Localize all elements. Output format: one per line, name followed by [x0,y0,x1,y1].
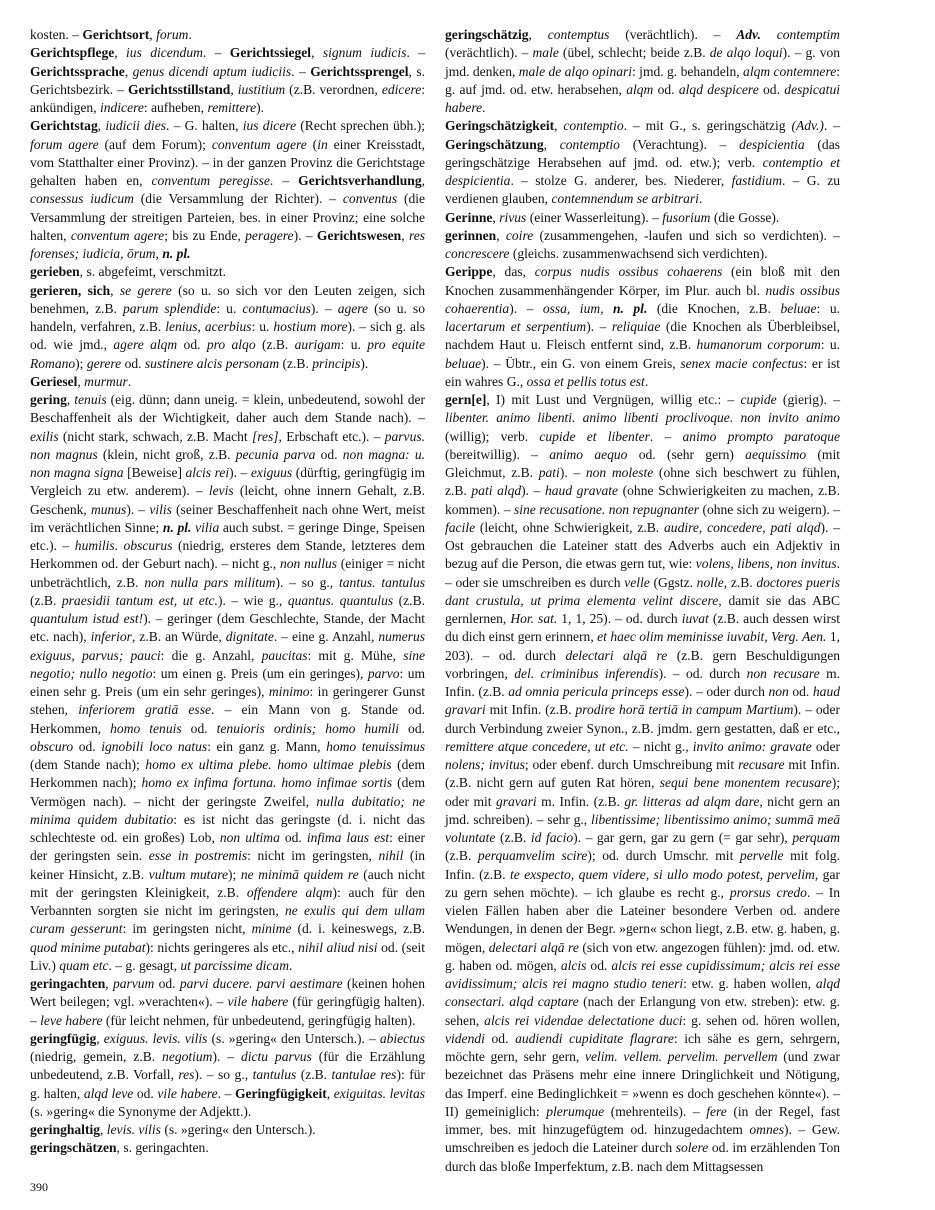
dictionary-entry: Geriesel, murmur. [30,373,132,389]
dictionary-entry: gerinnen, coire (zusammengehen, -laufen und sich so verdichten). – concrescere (gleichs. zusammenwachsend sich verdichten). [445,227,840,261]
dictionary-entry: geringhaltig, levis. vilis (s. »gering« den Untersch.). [30,1122,316,1137]
dictionary-entry: Gerichtstag, iudicii dies. – G. halten, ius dicere (Recht sprechen übh.); forum agere (auf dem Forum); conventum agere (in einer Kreisstadt, vom Statthalter einer Provinz). – in der ganzen Provinz die Gerichtstage gehalten haben en, conventum peregisse. – Gerichtsverhandlung, consessus iudicum (die Versammlung der Richter). – conventus (die Versammlung der streitigen Parteien, bes. in einer Provinz; eine solche halten, conventum agere; bis zu Ende, peragere). – Gerichtswesen, res forenses; iudicia, ōrum, n. pl. [30,118,426,261]
dictionary-entry: Gerichtspflege, ius dicendum. – Gerichtssiegel, signum iudicis. – Gerichtssprache, genus dicendi aptum iudiciis. – Gerichtssprengel, s. Gerichtsbezirk. – Gerichtsstillstand, iustitium (z.B. verordnen, edicere: ankündigen, indicere: aufheben, remittere). [30,45,426,115]
dictionary-entry: kosten. – Gerichtsort, forum. [30,27,192,42]
right-column [445,26,840,1176]
dictionary-entry: gering, tenuis (eig. dünn; dann uneig. = klein, unbedeutend, sowohl der Beschaffenheit als der Wichtigkeit, daher auch dem Stande nach). – exilis (nicht stark, schwach, z.B. Macht [res], Erbschaft etc.). – parvus. non magnus (klein, nicht groß, z.B. pecunia parva od. non magna: u. non magna signa [Beweise] alcis rei). – exiguus (dürftig, geringfügig im Vergleich zu etw. anderem). – levis (leicht, ohne innern Gehalt, z.B. Geschenk, munus). – vilis (seiner Beschaffenheit nach ohne Wert, meist im verächtlichen Sinne; n. pl. vilia auch subst. = geringe Dinge, Speisen etc.). – humilis. obscurus (niedrig, ersteres dem Stande, letzteres dem Herkommen od. der Geburt nach). – nicht g., non nullus (einiger = nicht unbeträchtlich, z.B. non nulla pars militum). – so g., tantus. tantulus (z.B. praesidii tantum est, ut etc.). – wie g., quantus. quantulus (z.B. quantulum istud est!). – geringer (dem Geschlechte, Stande, der Macht etc. nach), inferior, z.B. an Würde, dignitate. – eine g. Anzahl, numerus exiguus, parvus; pauci: die g. Anzahl, paucitas: mit g. Mühe, sine negotio; nullo negotio: um einen g. Preis (um ein geringes), parvo: um einen sehr g. Preis (um ein sehr geringes), minimo: in geringerer Gunst stehen, inferiorem gratiā esse. – ein Mann von g. Stande od. Herkommen, homo tenuis od. tenuioris ordinis; homo humili od. obscuro od. ignobili loco natus: ein ganz g. Mann, homo tenuissimus (dem Stande nach); homo ex ultima plebe. homo ultimae plebis (dem Herkommen nach); homo ex infima fortuna. homo infimae sortis (dem Vermögen nach). – nicht der geringste Zweifel, nulla dubitatio; ne minima quidem dubitatio: es ist nicht das geringste (d. i. nicht das schlechteste od. ein großes) Lob, non ultima od. infima laus est: einer der geringsten sein. esse in postremis: nicht im geringsten, nihil (in keiner Hinsicht, z.B. vultum mutare); ne minimā quidem re (auch nicht mit der geringsten Kleinigkeit, z.B. offendere alqm): auch für den Verbannten sorgten sie nicht im geringsten, ne exulis qui dem ullam curam gesserunt: im geringsten nicht, minime (d. i. keineswegs, z.B. quod minime putabat): nichts geringeres als etc., nihil aliud nisi od. (seit Liv.) quam etc. – g. gesagt, ut parcissime dicam. [30,392,426,973]
dictionary-entry: Gerippe, das, corpus nudis ossibus cohaerens (ein bloß mit den Knochen zusammenhängender Körper, im Plur. auch bl. nudis ossibus cohaerentia). – ossa, ium, n. pl. (die Knochen, z.B. beluae: u. lacertarum et serpentium). – reliquiae (die Knochen als Überbleibsel, nachdem Haut u. Fleisch entfernt sind, z.B. humanorum corporum: u. beluae). – Übtr., ein G. von einem Greis, senex macie confectus: er ist ein wahres G., ossa et pellis totus est. [445,264,840,389]
dictionary-entry: Gerinne, rivus (einer Wasserleitung). – fusorium (die Gosse). [445,209,780,225]
dictionary-entry: geringfügig, exiguus. levis. vilis (s. »gering« den Untersch.). – abiectus (niedrig, gemein, z.B. negotium). – dictu parvus (für die Erzählung unbedeutend, z.B. Vorfall, res). – so g., tantulus (z.B. tantulae res): für g. halten, alqd leve od. vile habere. – Geringfügigkeit, exiguitas. levitas (s. »gering« die Synonyme der Adjektt.). [30,1030,426,1119]
dictionary-entry: geringschätzen, s. geringachten. [30,1140,209,1156]
page-number: 390 [30,1180,48,1194]
dictionary-entry: geringachten, parvum od. parvi ducere. parvi aestimare (keinen hohen Wert beilegen; vgl. »verachten«). – vile habere (für geringfügig halten). – leve habere (für leicht nehmen, für unbedeutend, geringfügig halten). [30,976,426,1028]
dictionary-entry: geringschätzig, contemptus (verächtlich). – Adv. contemptim (verächtlich). – male (übel, schlecht; beide z.B. de alqo loqui). – g. von jmd. denken, male de alqo opinari: jmd. g. behandeln, alqm contemnere: g. auf jmd. od. etw. herabsehen, alqm od. alqd despicere od. despicatui habere. [445,27,841,115]
left-column [30,26,425,1158]
dictionary-entry: gern[e], I) mit Lust und Vergnügen, willig etc.: – cupide (gierig). – libenter. animo libenti. animo libenti proclivoque. non invito animo (willig); verb. cupide et libenter. – animo prompto paratoque (bereitwillig). – animo aequo od. (sehr gern) aequissimo (mit Gleichmut, z.B. pati). – non moleste (ohne sich beschwert zu fühlen, z.B. pati alqd). – haud gravate (ohne Schwierigkeiten zu machen, z.B. kommen). – sine recusatione. non repugnanter (ohne sich zu weigern). – facile (leicht, ohne Schwierigkeit, z.B. audire, concedere, pati alqd). – Ost gebrauchen die Lateiner statt des Adverbs auch ein Adjektiv in bezug auf die Person, die etwas gern tut, wie: volens, libens, non invitus. – oder sie umschreiben es durch velle (Ggstz. nolle, z.B. doctores pueris dant crustula, ut prima elementa velint discere, damit sie das ABC gernlernen, Hor. sat. 1, 1, 25). – od. durch iuvat (z.B. auch dessen wirst du dich einst gern erinnern, et haec olim meminisse iuvabit, Verg. Aen. 1, 203). – od. durch delectari alqā re (z.B. gern Beschuldigungen vorbringen, del. criminibus inferendis). – od. durch non recusare m. Infin. (z.B. ad omnia pericula princeps esse). – oder durch non od. haud gravari mit Infin. (z.B. prodire horā tertiā in campum Martium). – oder durch Verbindung zweier Synon., z.B. jmdm. gern gestatten, daß er etc., remittere atque concedere, ut etc. – nicht g., invito animo: gravate oder nolens; invitus; oder ebenf. durch Umschreibung mit recusare mit Infin. (z.B. nicht gern auf guten Rat hören, sequi bene monentem recusare); oder mit gravari m. Infin. (z.B. gr. litteras ad alqm dare, nicht gern an jmd. schreiben). – sehr g., libentissime; libentissimo animo; summā meā voluntate (z.B. id facio). – gar gern, gar zu gern (= gar sehr), perquam (z.B. perquamvelim scire); od. durch Umschr. mit pervelle mit folg. Infin. (z.B. te exspecto, quem videre, si ullo modo potest, pervelim, gar zu gern sehen möchte). – ich glaube es recht g., prorsus credo. – In vielen Fällen haben aber die Lateiner besondere Verben od. andere Wendungen, in denen der Begr. »gern« schon liegt, z.B. etw. g. haben, g. mögen, delectari alqā re (sich von etw. angezogen fühlen): jmd. od. etw. g. haben od. mögen, alcis od. alcis rei esse cupidissimum; alcis rei esse avidissimum; alcis rei magno studio teneri: etw. g. haben wollen, alqd consectari. alqd captare (nach der Erlangung von etw. streben): etw. g. sehen, alcis rei videndae delectatione duci: g. sehen od. hören wollen, videndi od. audiendi cupiditate flagrare: ich sähe es gern, sehrgern, möchte gern, sehr gern, velim. vellem. pervelim. pervellem (und zwar bezeichnet das Präsens mehr eine innere Dringlichkeit und Nötigung, das Imperf. eine Bedinglichkeit = »wenn es doch geschehen könnte«). – II) gemeiniglich: plerumque (mehrenteils). – fere (in der Regel, fast immer, bes. mit hinzugefügtem od. hinzugedachtem omnes). – Gew. umschreiben es jedoch die Lateiner durch solere od. im erzählenden Ton durch das bloße Imperfektum, z.B. nach dem Mittagsessen [445,392,841,1174]
dictionary-entry: gerieben, s. abgefeimt, verschmitzt. [30,264,227,280]
dictionary-entry: gerieren, sich, se gerere (so u. so sich vor den Leuten zeigen, sich benehmen, z.B. parum splendide: u. contumacius). – agere (so u. so handeln, verfahren, z.B. lenius, acerbius: u. hostium more). – sich g. als od. wie jmd., agere alqm od. pro alqo (z.B. aurigam: u. pro equite Romano); gerere od. sustinere alcis personam (z.B. principis). [30,282,426,371]
dictionary-entry: Geringschätzigkeit, contemptio. – mit G., s. geringschätzig (Adv.). – Geringschätzung, contemptio (Verachtung). – despicientia (das geringschätzige Herabsehen auf jmd. od. etw.); verb. contemptio et despicientia. – stolze G. anderer, bes. Niederer, fastidium. – G. zu verdienen glauben, contemnendum se arbitrari. [445,118,840,207]
